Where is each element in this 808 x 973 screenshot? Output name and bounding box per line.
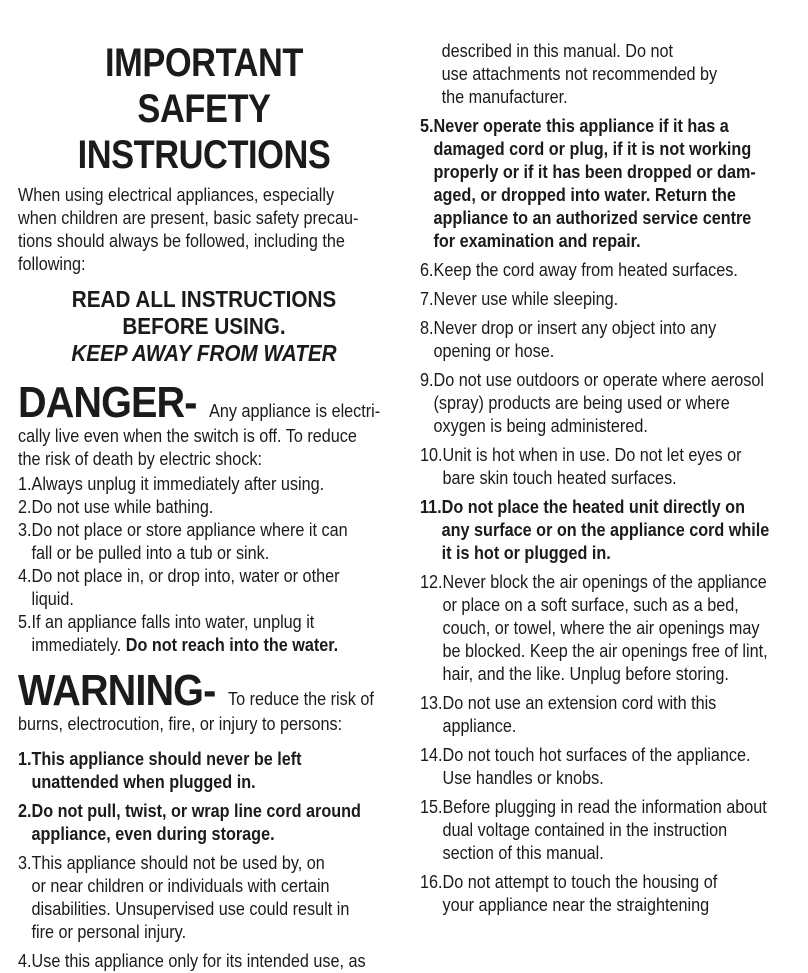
item-line: bare skin touch heated surfaces. — [442, 468, 677, 488]
item-line: or place on a soft surface, such as a bed, — [442, 595, 739, 615]
item-line: Do not place in, or drop into, water or other — [31, 566, 340, 586]
item-text — [434, 317, 717, 363]
item-line: aged, or dropped into water. Return the — [433, 185, 736, 205]
right-column — [420, 40, 800, 917]
danger-heading-line — [18, 378, 389, 427]
item-line: the manufacturer. — [441, 87, 568, 107]
title-line-2: INSTRUCTIONS — [77, 133, 331, 177]
item-line: couch, or towel, where the air openings may — [442, 618, 760, 638]
item-text — [32, 565, 340, 611]
warning-heading-line — [18, 666, 389, 715]
item-text — [32, 611, 339, 657]
danger-item-3 — [18, 519, 389, 565]
item-text — [443, 744, 751, 790]
item-line-text: immediately. — [31, 635, 122, 655]
danger-list — [18, 473, 389, 657]
item-number: 2. — [18, 801, 32, 821]
item-text — [443, 871, 718, 917]
item-text — [443, 692, 717, 738]
item-line: Do not pull, twist, or wrap line cord around — [31, 801, 361, 821]
danger-text — [18, 425, 389, 471]
item-line: Use handles or knobs. — [442, 768, 604, 788]
intro-line: tions should always be followed, including the — [18, 231, 345, 251]
read-all-line-1: READ ALL INSTRUCTIONS — [71, 286, 337, 312]
read-all-line-2: BEFORE USING. — [122, 313, 286, 339]
right-item-7 — [420, 288, 798, 311]
intro-line: when children are present, basic safety precau- — [18, 208, 359, 228]
right-item-8 — [420, 317, 798, 363]
item-line: Unit is hot when in use. Do not let eyes or — [442, 445, 742, 465]
right-item-15 — [420, 796, 798, 865]
item-line: Never drop or insert any object into any — [433, 318, 717, 338]
item-line: fall or be pulled into a tub or sink. — [31, 543, 270, 563]
item-text — [442, 496, 770, 565]
danger-item-4 — [18, 565, 389, 611]
item-line: Before plugging in read the information about — [442, 797, 767, 817]
item-number: 4. — [18, 951, 32, 971]
warning-item-4 — [18, 950, 389, 973]
item-line: This appliance should never be left — [31, 749, 302, 769]
item-line: section of this manual. — [442, 843, 604, 863]
item-text: Always unplug it immediately after using. — [31, 474, 325, 494]
danger-line: cally live even when the switch is off. To reduce — [18, 426, 357, 446]
right-item-6 — [420, 259, 798, 282]
right-item-5 — [420, 115, 798, 253]
intro-line: When using electrical appliances, especially — [18, 185, 335, 205]
warning-heading: WARNING- — [18, 666, 216, 715]
warning-list — [18, 748, 389, 973]
item-line: use attachments not recommended by — [441, 64, 718, 84]
item-number: 1. — [18, 749, 32, 769]
item-line: If an appliance falls into water, unplug it — [31, 612, 315, 632]
item-number: 8. — [420, 318, 434, 338]
item-line: fire or personal injury. — [31, 922, 187, 942]
item-number: 15. — [420, 797, 443, 817]
item-line: or near children or individuals with certain — [31, 876, 330, 896]
item-text — [434, 115, 756, 253]
item-line: Do not use outdoors or operate where aerosol — [433, 370, 765, 390]
item-line: Do not use an extension cord with this — [442, 693, 717, 713]
item-number: 4. — [18, 566, 32, 586]
right-item-14 — [420, 744, 798, 790]
intro-line: following: — [18, 254, 86, 274]
warning-line: burns, electrocution, fire, or injury to persons: — [18, 714, 343, 734]
warning-item-2 — [18, 800, 389, 846]
item-line: dual voltage contained in the instruction — [442, 820, 728, 840]
left-column — [18, 0, 390, 973]
item-number: 6. — [420, 260, 434, 280]
danger-line: the risk of death by electric shock: — [18, 449, 263, 469]
item-line: any surface or on the appliance cord while — [441, 520, 770, 540]
item-number: 11. — [420, 497, 442, 517]
item-line: appliance. — [442, 716, 517, 736]
item-line: Do not attempt to touch the housing of — [442, 872, 718, 892]
item-number: 3. — [18, 520, 32, 540]
item-line: hair, and the like. Unplug before storing. — [442, 664, 729, 684]
item-number: 12. — [420, 572, 443, 592]
warning-lead: To reduce the risk of — [227, 689, 374, 709]
item-number: 5. — [420, 116, 434, 136]
item-line: described in this manual. Do not — [441, 41, 674, 61]
read-all-heading — [37, 286, 372, 340]
danger-heading: DANGER- — [18, 378, 197, 427]
item-line: disabilities. Unsupervised use could result in — [31, 899, 350, 919]
item-bold-tail: Do not reach into the water. — [125, 635, 339, 655]
danger-item-5 — [18, 611, 389, 657]
danger-item-1 — [18, 473, 389, 496]
right-item-cont — [420, 40, 798, 109]
title-line-1: IMPORTANT SAFETY — [104, 41, 304, 131]
item-text — [32, 748, 302, 794]
item-number: 7. — [420, 289, 434, 309]
keep-away-heading: KEEP AWAY FROM WATER — [71, 340, 337, 366]
danger-item-2 — [18, 496, 389, 519]
right-item-11 — [420, 496, 798, 565]
item-line: liquid. — [31, 589, 74, 609]
item-line: Never operate this appliance if it has a — [433, 116, 729, 136]
item-text: Do not use while bathing. — [31, 497, 214, 517]
item-text — [32, 519, 348, 565]
item-line: Do not place or store appliance where it can — [31, 520, 348, 540]
right-item-12 — [420, 571, 798, 686]
item-text — [32, 800, 361, 846]
item-line: opening or hose. — [433, 341, 555, 361]
item-number: 5. — [18, 612, 32, 632]
item-text: Never use while sleeping. — [433, 289, 619, 309]
page-title — [44, 40, 364, 178]
item-text — [443, 796, 767, 865]
warning-section — [18, 666, 390, 973]
intro-paragraph — [18, 184, 389, 276]
item-number: 3. — [18, 853, 32, 873]
item-text — [442, 40, 718, 109]
right-item-10 — [420, 444, 798, 490]
item-line: Do not touch hot surfaces of the appliance. — [442, 745, 751, 765]
item-line: This appliance should not be used by, on — [31, 853, 325, 873]
item-line: for examination and repair. — [433, 231, 641, 251]
item-number: 1. — [18, 474, 32, 494]
item-line — [32, 634, 339, 657]
item-number: 10. — [420, 445, 443, 465]
item-line: Do not place the heated unit directly on — [441, 497, 745, 517]
item-text — [443, 444, 742, 490]
item-number: 13. — [420, 693, 443, 713]
item-number: 2. — [18, 497, 32, 517]
item-line: damaged cord or plug, if it is not working — [433, 139, 752, 159]
item-line: appliance, even during storage. — [31, 824, 275, 844]
warning-item-3 — [18, 852, 389, 944]
item-number: 14. — [420, 745, 443, 765]
warning-item-1 — [18, 748, 389, 794]
right-list — [420, 40, 798, 917]
item-line: Never block the air openings of the appliance — [442, 572, 767, 592]
item-line: appliance to an authorized service centre — [433, 208, 752, 228]
right-item-13 — [420, 692, 798, 738]
item-line: be blocked. Keep the air openings free of lint, — [442, 641, 768, 661]
item-text — [443, 571, 768, 686]
item-line: oxygen is being administered. — [433, 416, 648, 436]
item-line: unattended when plugged in. — [31, 772, 256, 792]
item-number: 9. — [420, 370, 434, 390]
danger-lead: Any appliance is electri- — [209, 401, 381, 421]
item-text — [434, 369, 765, 438]
item-text — [32, 852, 350, 944]
item-line: (spray) products are being used or where — [433, 393, 730, 413]
right-item-9 — [420, 369, 798, 438]
item-line: properly or if it has been dropped or dam- — [433, 162, 756, 182]
item-number: 16. — [420, 872, 443, 892]
item-text: Keep the cord away from heated surfaces. — [433, 260, 738, 280]
right-item-16 — [420, 871, 798, 917]
item-text: Use this appliance only for its intended use, as — [31, 951, 366, 971]
danger-section — [18, 378, 390, 657]
item-line: it is hot or plugged in. — [441, 543, 611, 563]
item-line: your appliance near the straightening — [442, 895, 710, 915]
